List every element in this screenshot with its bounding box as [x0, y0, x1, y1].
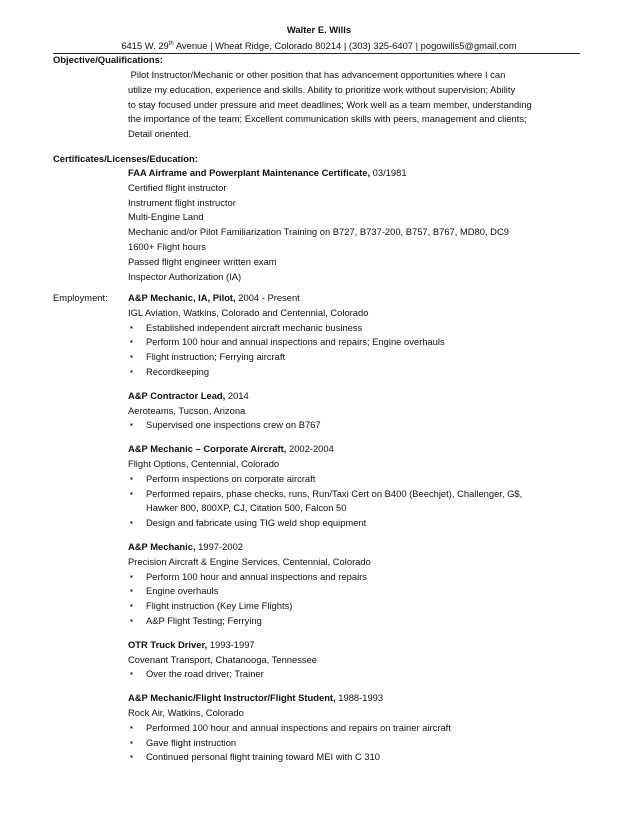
- job-dates: 2002-2004: [286, 443, 334, 455]
- certificate-item: 1600+ Flight hours: [128, 240, 206, 252]
- job-title: OTR Truck Driver,: [128, 638, 208, 650]
- job-duty: [128, 516, 583, 531]
- job-duty: [128, 584, 583, 599]
- faa-certificate-date: 03/1981: [370, 167, 407, 178]
- job-duty-text: Continued personal flight training toward MEI with C 310: [146, 751, 380, 763]
- job-duty-text: Over the road driver; Trainer: [146, 668, 264, 680]
- bullet-square-icon: ▪: [130, 722, 133, 732]
- objective-line: Detail oriented.: [128, 128, 192, 140]
- job-duty-text: Gave flight instruction: [146, 736, 237, 748]
- job-title: A&P Mechanic, IA, Pilot,: [128, 292, 236, 303]
- job-duty-text: Perform 100 hour and annual inspections and repairs: [146, 570, 367, 582]
- job-spacer: [128, 682, 583, 691]
- job-company: Flight Options, Centennial, Colorado: [128, 457, 280, 469]
- job-title: A&P Mechanic/Flight Instructor/Flight Student,: [128, 692, 336, 704]
- job-duty: [128, 472, 583, 487]
- certificate-item: Certified flight instructor: [128, 181, 227, 193]
- faa-certificate: [128, 166, 583, 181]
- job-dates: 1993-1997: [207, 638, 255, 650]
- certificate-item: Instrument flight instructor: [128, 196, 236, 208]
- job-duty: [128, 350, 583, 365]
- objective-line: Pilot Instructor/Mechanic or other position that has advancement opportunities where I can: [128, 69, 506, 80]
- resume-name: Walter E. Wills: [286, 24, 352, 35]
- job-duty-text: Flight instruction; Ferrying aircraft: [146, 351, 286, 363]
- bullet-square-icon: ▪: [130, 601, 133, 611]
- employment-list: [128, 291, 583, 765]
- job-duty-text: Flight instruction (Key Lime Flights): [146, 600, 293, 612]
- objective-line: the importance of the team; Excellent communication skills with peers, management and clients;: [128, 113, 527, 125]
- job-company: Rock Air, Watkins, Colorado: [128, 706, 244, 718]
- job-duty: [128, 599, 583, 614]
- bullet-square-icon: ▪: [130, 752, 133, 762]
- bullet-square-icon: ▪: [130, 473, 133, 483]
- job-spacer: [128, 380, 583, 389]
- bullet-square-icon: ▪: [130, 420, 133, 430]
- job-duty: [128, 418, 583, 433]
- job-duty-text: Performed 100 hour and annual inspections and repairs on trainer aircraft: [146, 721, 451, 733]
- job-duty-text: Hawker 800, 800XP, CJ, Citation 500, Falcon 50: [146, 502, 347, 514]
- job-duty: [128, 570, 583, 585]
- bullet-square-icon: ▪: [130, 322, 133, 332]
- bullet-square-icon: ▪: [130, 586, 133, 596]
- certificate-item: Multi-Engine Land: [128, 211, 204, 223]
- bullet-square-icon: ▪: [130, 518, 133, 528]
- certificate-item: Mechanic and/or Pilot Familiarization Training on B727, B737-200, B757, B767, MD80, DC9: [128, 226, 509, 238]
- job-duties: [128, 721, 583, 765]
- employment-heading: Employment:: [53, 292, 108, 303]
- job-duties: [128, 472, 583, 531]
- objective-line: to stay focused under pressure and meet deadlines; Work well as a team member, understanding: [128, 98, 532, 110]
- job-title-line: [128, 389, 583, 404]
- objective-line: utilize my education, experience and skills. Ability to prioritize work without supervision; Ability: [128, 83, 516, 95]
- bullet-square-icon: ▪: [130, 366, 133, 376]
- job-duty-text: Perform 100 hour and annual inspections and repairs; Engine overhauls: [146, 336, 445, 348]
- job-title-line: [128, 442, 583, 457]
- job-duty-text: Engine overhauls: [146, 585, 219, 597]
- job-dates: 2014: [225, 389, 249, 401]
- job-title-line: [128, 291, 583, 306]
- job-spacer: [128, 531, 583, 540]
- job-company: Precision Aircraft & Engine Services, Centennial, Colorado: [128, 555, 371, 567]
- objective-text: [128, 68, 583, 142]
- job-company: Covenant Transport, Chatanooga, Tennessee: [128, 653, 318, 665]
- bullet-square-icon: ▪: [130, 615, 133, 625]
- job-duty: [128, 736, 583, 751]
- job-entry: [128, 638, 583, 682]
- job-company: Aeroteams, Tucson, Arizona: [128, 404, 246, 416]
- job-duties: [128, 570, 583, 629]
- job-duty: [128, 721, 583, 736]
- contact-details: Avenue | Wheat Ridge, Colorado 80214 | (303) 325-6407 | pogowills5@gmail.com: [173, 40, 517, 51]
- job-duty: [128, 487, 583, 517]
- job-company: IGL Aviation, Watkins, Colorado and Centennial, Colorado: [128, 306, 369, 318]
- job-title-line: [128, 638, 583, 653]
- job-spacer: [128, 629, 583, 638]
- bullet-square-icon: ▪: [130, 352, 133, 362]
- job-duty: [128, 365, 583, 380]
- bullet-square-icon: ▪: [130, 737, 133, 747]
- certificates-heading: Certificates/Licenses/Education:: [53, 153, 198, 164]
- job-title: A&P Mechanic,: [128, 540, 196, 552]
- job-spacer: [128, 433, 583, 442]
- bullet-square-icon: ▪: [130, 488, 133, 498]
- faa-certificate-title: FAA Airframe and Powerplant Maintenance Certificate,: [128, 167, 371, 178]
- job-entry: [128, 291, 583, 380]
- job-duty: [128, 750, 583, 765]
- job-title-line: [128, 691, 583, 706]
- job-entry: [128, 389, 583, 433]
- objective-heading: Objective/Qualifications:: [53, 54, 163, 65]
- job-entry: [128, 691, 583, 765]
- job-duty-text: A&P Flight Testing; Ferrying: [146, 614, 262, 626]
- job-duty: [128, 321, 583, 336]
- contact-address-start: 6415 W. 29: [121, 40, 169, 51]
- job-title-line: [128, 540, 583, 555]
- job-duties: [128, 321, 583, 380]
- bullet-square-icon: ▪: [130, 571, 133, 581]
- job-title: A&P Contractor Lead,: [128, 389, 226, 401]
- job-dates: 1997-2002: [195, 540, 244, 552]
- job-duty: [128, 667, 583, 682]
- job-duty-text: Design and fabricate using TIG weld shop equipment: [146, 517, 367, 529]
- job-duties: [128, 667, 583, 682]
- certificates-list: [128, 166, 583, 284]
- job-duty-text: Recordkeeping: [146, 365, 210, 377]
- bullet-square-icon: ▪: [130, 669, 133, 679]
- job-duty-text: Established independent aircraft mechanic business: [146, 321, 363, 333]
- job-duty-text: Perform inspections on corporate aircraft: [146, 472, 316, 484]
- job-entry: [128, 540, 583, 629]
- certificate-item: Passed flight engineer written exam: [128, 255, 277, 267]
- job-duties: [128, 418, 583, 433]
- job-dates: 2004 - Present: [235, 292, 300, 303]
- contact-line: [0, 39, 638, 54]
- job-duty-text: Supervised one inspections crew on B767: [146, 419, 321, 431]
- bullet-square-icon: ▪: [130, 337, 133, 347]
- job-entry: [128, 442, 583, 531]
- ordinal-suffix: th: [168, 40, 174, 47]
- job-title: A&P Mechanic – Corporate Aircraft,: [128, 443, 287, 455]
- job-dates: 1988-1993: [335, 692, 384, 704]
- job-duty-text: Performed repairs, phase checks, runs, Run/Taxi Cert on B400 (Beechjet), Challenger, G$,: [146, 487, 523, 499]
- certificate-item: Inspector Authorization (IA): [128, 270, 242, 282]
- job-duty: [128, 335, 583, 350]
- job-duty: [128, 614, 583, 629]
